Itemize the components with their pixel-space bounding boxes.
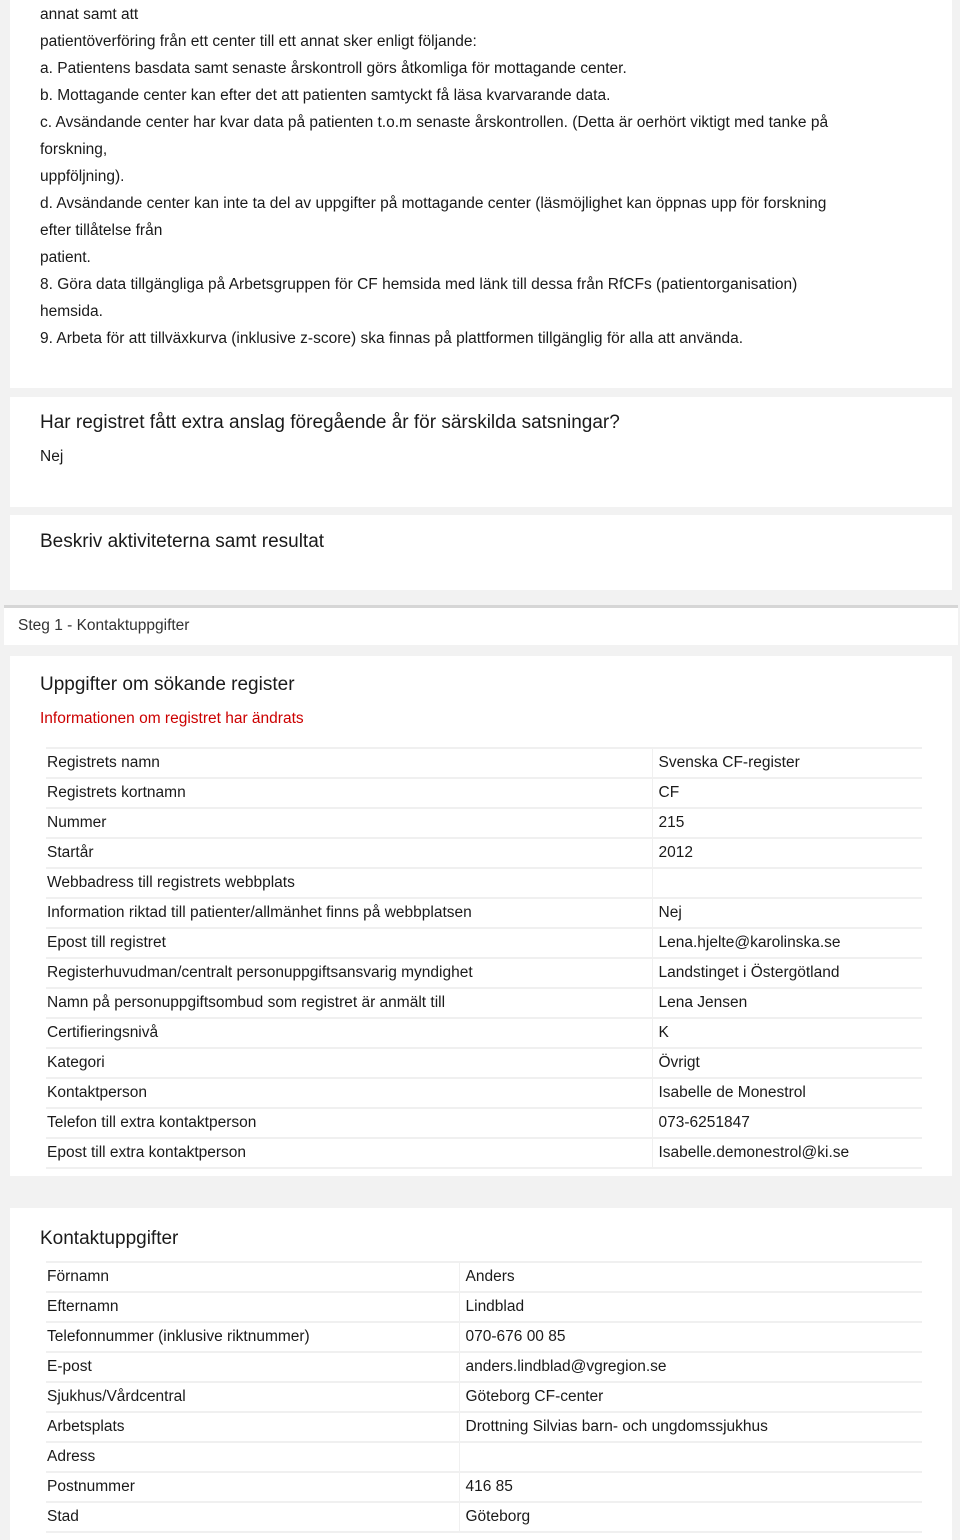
field-value: Lena.hjelte@karolinska.se xyxy=(652,928,922,958)
registry-info-card xyxy=(10,656,952,1176)
field-value: 2012 xyxy=(652,838,922,868)
field-label: Kategori xyxy=(46,1048,652,1078)
intro-line: hemsida. xyxy=(40,303,103,320)
field-value: 070-676 00 85 xyxy=(459,1322,922,1352)
intro-line: patientöverföring från ett center till ett annat sker enligt följande: xyxy=(40,33,477,50)
registry-info-table xyxy=(46,747,922,1169)
field-label: Adress xyxy=(46,1442,459,1472)
contact-table xyxy=(46,1261,922,1533)
intro-line: d. Avsändande center kan inte ta del av uppgifter på mottagande center (läsmöjlighet kan öppnas upp för forskning xyxy=(40,195,827,212)
table-row xyxy=(46,1382,922,1412)
table-row xyxy=(46,1262,922,1292)
field-label: Registrets kortnamn xyxy=(46,778,652,808)
field-label: Startår xyxy=(46,838,652,868)
field-label: Efternamn xyxy=(46,1292,459,1322)
field-label: Kontaktperson xyxy=(46,1078,652,1108)
field-value: 416 85 xyxy=(459,1472,922,1502)
contact-card xyxy=(10,1208,952,1540)
field-value: Lindblad xyxy=(459,1292,922,1322)
field-value: Göteborg xyxy=(459,1502,922,1532)
table-row xyxy=(46,988,922,1018)
field-label: Telefon till extra kontaktperson xyxy=(46,1108,652,1138)
field-label: Registerhuvudman/centralt personuppgiftsansvarig myndighet xyxy=(46,958,652,988)
intro-line: 8. Göra data tillgängliga på Arbetsgruppen för CF hemsida med länk till dessa från RfCFs (patientorganisation) xyxy=(40,276,798,293)
field-label: E-post xyxy=(46,1352,459,1382)
step-title: Steg 1 - Kontaktuppgifter xyxy=(18,617,190,634)
table-row xyxy=(46,838,922,868)
field-label: Epost till extra kontaktperson xyxy=(46,1138,652,1168)
field-label: Postnummer xyxy=(46,1472,459,1502)
field-value: Nej xyxy=(652,898,922,928)
table-row xyxy=(46,1352,922,1382)
table-row xyxy=(46,1472,922,1502)
table-row xyxy=(46,1078,922,1108)
step-header xyxy=(4,605,958,645)
table-row xyxy=(46,748,922,778)
field-label: Stad xyxy=(46,1502,459,1532)
field-value: Isabelle.demonestrol@ki.se xyxy=(652,1138,922,1168)
field-label: Registrets namn xyxy=(46,748,652,778)
question-answer: Nej xyxy=(40,448,64,465)
field-value: Göteborg CF-center xyxy=(459,1382,922,1412)
field-label: Telefonnummer (inklusive riktnummer) xyxy=(46,1322,459,1352)
field-value xyxy=(459,1442,922,1472)
table-row xyxy=(46,1412,922,1442)
field-value: Svenska CF-register xyxy=(652,748,922,778)
field-value: Övrigt xyxy=(652,1048,922,1078)
table-row xyxy=(46,958,922,988)
table-row xyxy=(46,868,922,898)
field-label: Epost till registret xyxy=(46,928,652,958)
field-value: 073-6251847 xyxy=(652,1108,922,1138)
field-label: Nummer xyxy=(46,808,652,838)
intro-line: b. Mottagande center kan efter det att patienten samtyckt få läsa kvarvarande data. xyxy=(40,87,611,104)
field-label: Information riktad till patienter/allmänhet finns på webbplatsen xyxy=(46,898,652,928)
table-row xyxy=(46,1502,922,1532)
table-row xyxy=(46,1048,922,1078)
table-row xyxy=(46,928,922,958)
changed-notice: Informationen om registret har ändrats xyxy=(40,710,304,727)
field-value: anders.lindblad@vgregion.se xyxy=(459,1352,922,1382)
field-value: Anders xyxy=(459,1262,922,1292)
table-row xyxy=(46,1108,922,1138)
table-row xyxy=(46,778,922,808)
intro-line: uppföljning). xyxy=(40,168,125,185)
beskriv-card xyxy=(10,515,952,590)
intro-line: c. Avsändande center har kvar data på patienten t.o.m senaste årskontrollen. (Detta är oerhört viktigt med tanke på xyxy=(40,114,829,131)
field-value: Isabelle de Monestrol xyxy=(652,1078,922,1108)
field-value: Lena Jensen xyxy=(652,988,922,1018)
table-row xyxy=(46,898,922,928)
field-label: Namn på personuppgiftsombud som registret är anmält till xyxy=(46,988,652,1018)
intro-line: 9. Arbeta för att tillväxkurva (inklusive z-score) ska finnas på plattformen tillgänglig för alla att använda. xyxy=(40,330,744,347)
field-value: K xyxy=(652,1018,922,1048)
field-label: Sjukhus/Vårdcentral xyxy=(46,1382,459,1412)
table-row xyxy=(46,1322,922,1352)
field-value: 215 xyxy=(652,808,922,838)
field-label: Certifieringsnivå xyxy=(46,1018,652,1048)
intro-line: forskning, xyxy=(40,141,108,158)
field-value: Landstinget i Östergötland xyxy=(652,958,922,988)
table-row xyxy=(46,808,922,838)
field-value: Drottning Silvias barn- och ungdomssjukhus xyxy=(459,1412,922,1442)
intro-card xyxy=(10,0,952,388)
field-label: Webbadress till registrets webbplats xyxy=(46,868,652,898)
table-row xyxy=(46,1138,922,1168)
beskriv-title: Beskriv aktiviteterna samt resultat xyxy=(40,531,325,552)
field-value xyxy=(652,868,922,898)
field-label: Arbetsplats xyxy=(46,1412,459,1442)
table-row xyxy=(46,1442,922,1472)
question-card xyxy=(10,397,952,507)
registry-info-title: Uppgifter om sökande register xyxy=(40,674,295,695)
intro-line: a. Patientens basdata samt senaste årskontroll görs åtkomliga för mottagande center. xyxy=(40,60,627,77)
field-label: Förnamn xyxy=(46,1262,459,1292)
intro-line: patient. xyxy=(40,249,91,266)
contact-title: Kontaktuppgifter xyxy=(40,1228,179,1249)
intro-line: annat samt att xyxy=(40,6,139,23)
table-row xyxy=(46,1018,922,1048)
intro-line: efter tillåtelse från xyxy=(40,222,163,239)
intro-text xyxy=(40,1,920,352)
table-row xyxy=(46,1292,922,1322)
question-title: Har registret fått extra anslag föregående år för särskilda satsningar? xyxy=(40,412,620,433)
field-value: CF xyxy=(652,778,922,808)
